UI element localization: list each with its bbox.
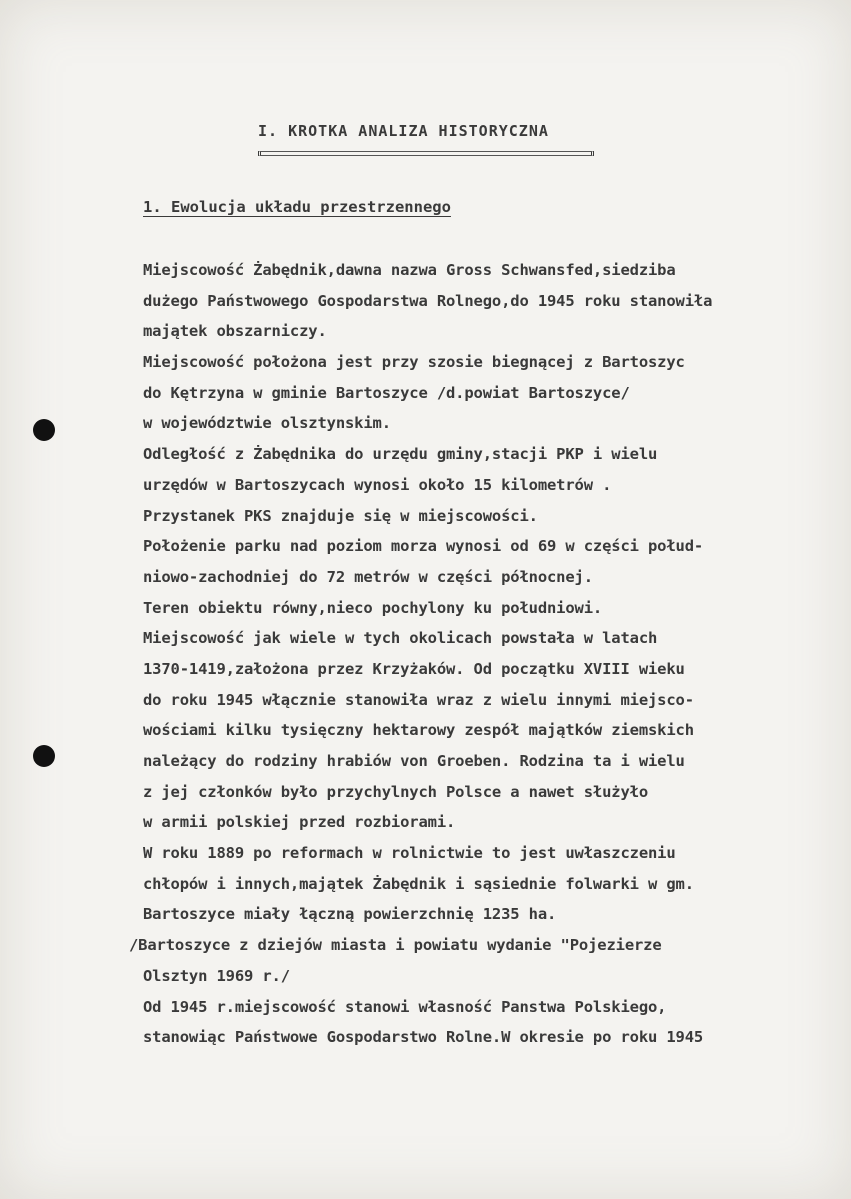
text-line: Przystanek PKS znajduje się w miejscowości.: [143, 506, 538, 525]
text-line: 1370-1419,założona przez Krzyżaków. Od początku XVIII wieku: [143, 659, 685, 678]
text-line: Miejscowość jak wiele w tych okolicach powstała w latach: [143, 629, 658, 648]
punch-hole: [33, 419, 55, 441]
text-line: należący do rodziny hrabiów von Groeben. Rodzina ta i wielu: [143, 752, 685, 770]
text-line: z jej członków było przychylnych Polsce a nawet służyło: [143, 782, 648, 801]
text-line: Olsztyn 1969 r./: [143, 966, 290, 985]
text-line: chłopów i innych,majątek Żabędnik i sąsiednie folwarki w gm.: [143, 874, 694, 893]
text-line: Miejscowość położona jest przy szosie biegnącej z Bartoszyc: [143, 353, 685, 372]
body-text: [129, 255, 823, 1053]
text-line: /Bartoszyce z dziejów miasta i powiatu wydanie "Pojezierze: [129, 936, 662, 955]
punch-hole: [33, 745, 55, 767]
text-line: majątek obszarniczy.: [143, 322, 327, 341]
text-line: wościami kilku tysięczny hektarowy zespół majątków ziemskich: [143, 721, 694, 740]
text-line: w województwie olsztynskim.: [143, 414, 391, 433]
text-line: do Kętrzyna w gminie Bartoszyce /d.powiat Bartoszyce/: [143, 383, 630, 402]
text-line: w armii polskiej przed rozbiorami.: [143, 813, 456, 832]
heading-double-underline: [258, 151, 594, 156]
text-line: niowo-zachodniej do 72 metrów w części północnej.: [143, 567, 593, 586]
text-line: W roku 1889 po reformach w rolnictwie to jest uwłaszczeniu: [143, 844, 676, 863]
text-line: Bartoszyce miały łączną powierzchnię 1235 ha.: [143, 905, 557, 924]
text-line: urzędów w Bartoszycach wynosi około 15 kilometrów .: [143, 475, 612, 494]
text-line: stanowiąc Państwowe Gospodarstwo Rolne.W okresie po roku 1945: [143, 1028, 704, 1047]
text-line: Od 1945 r.miejscowość stanowi własność Panstwa Polskiego,: [143, 997, 667, 1016]
document-heading: I. KROTKA ANALIZA HISTORYCZNA: [258, 122, 549, 140]
text-line: dużego Państwowego Gospodarstwa Rolnego,do 1945 roku stanowiła: [143, 291, 713, 310]
text-line: Odległość z Żabędnika do urzędu gminy,stacji PKP i wielu: [143, 445, 658, 464]
section-title: 1. Ewolucja układu przestrzennego: [143, 198, 451, 216]
text-line: do roku 1945 włącznie stanowiła wraz z wielu innymi miejsco-: [143, 690, 694, 709]
text-line: Teren obiektu równy,nieco pochylony ku południowi.: [143, 598, 603, 617]
text-line: Położenie parku nad poziom morza wynosi od 69 w części połud-: [143, 537, 704, 556]
text-line: Miejscowość Żabędnik,dawna nazwa Gross Schwansfed,siedziba: [143, 261, 676, 279]
